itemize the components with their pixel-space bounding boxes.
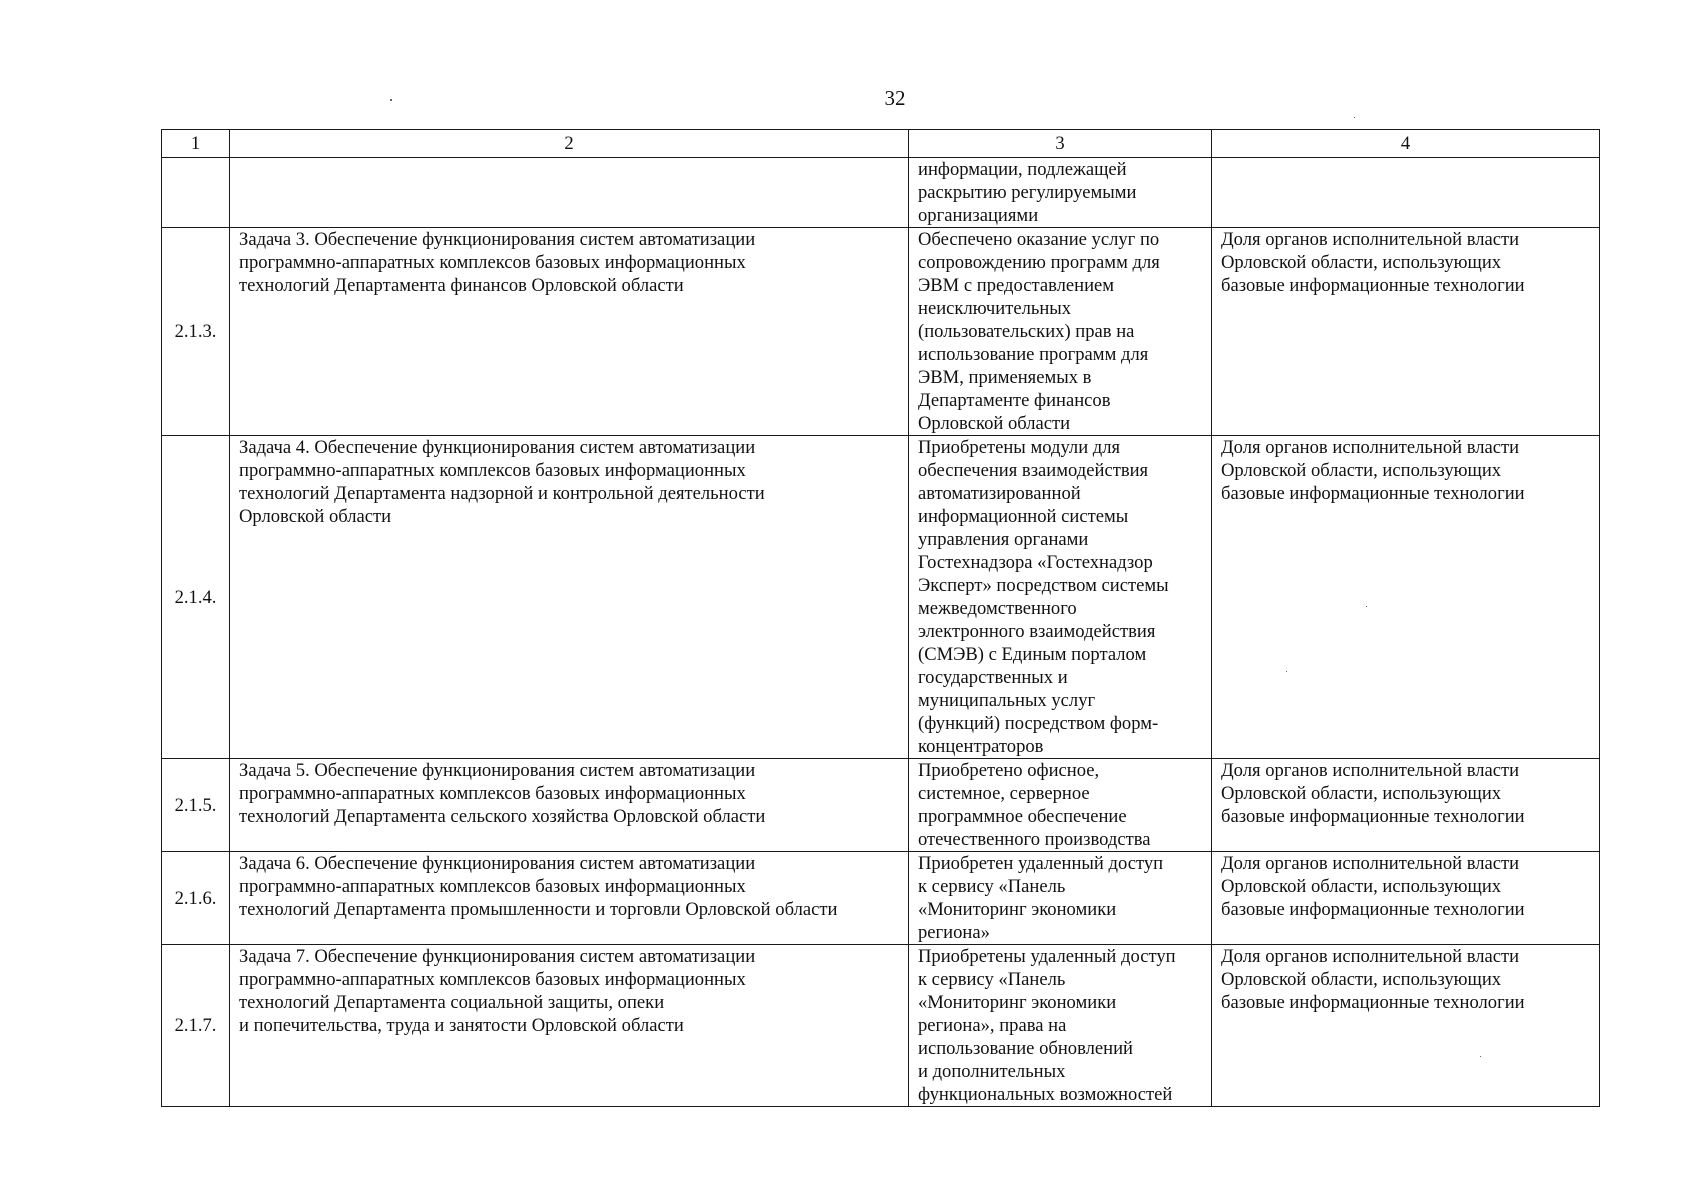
table-row xyxy=(162,759,1600,852)
task-line: программно-аппаратных комплексов базовых информационных xyxy=(239,252,746,273)
result-cell xyxy=(909,852,1212,945)
indicator-cell xyxy=(1212,228,1600,436)
indicator-line: Орловской области, использующих xyxy=(1221,783,1502,804)
column-header-2: 2 xyxy=(230,130,909,158)
result-cell xyxy=(909,759,1212,852)
result-line: автоматизированной xyxy=(918,483,1081,504)
result-line: межведомственного xyxy=(918,598,1077,619)
result-line: Приобретены модули для xyxy=(918,437,1121,458)
result-line: Эксперт» посредством системы xyxy=(918,575,1169,596)
row-number-cell xyxy=(162,158,230,228)
indicator-line: Доля органов исполнительной власти xyxy=(1221,946,1520,967)
result-line: ЭВМ, применяемых в xyxy=(918,367,1092,388)
indicator-line: Доля органов исполнительной власти xyxy=(1221,853,1520,874)
result-line: использование обновлений xyxy=(918,1038,1134,1059)
task-line: технологий Департамента финансов Орловской области xyxy=(239,275,684,296)
task-cell xyxy=(230,852,909,945)
indicator-line: Орловской области, использующих xyxy=(1221,876,1502,897)
scan-speck xyxy=(390,99,392,101)
result-line: управления органами xyxy=(918,529,1089,550)
task-line: технологий Департамента сельского хозяйства Орловской области xyxy=(239,806,766,827)
indicator-line: базовые информационные технологии xyxy=(1221,483,1525,504)
table-row xyxy=(162,945,1600,1107)
result-line: «Мониторинг экономики xyxy=(918,899,1117,920)
result-line: (функций) посредством форм- xyxy=(918,713,1159,734)
task-line: Задача 3. Обеспечение функционирования систем автоматизации xyxy=(239,229,756,250)
scan-speck xyxy=(1354,117,1355,118)
indicator-line: Доля органов исполнительной власти xyxy=(1221,437,1520,458)
indicator-line: Орловской области, использующих xyxy=(1221,460,1502,481)
result-line: функциональных возможностей xyxy=(918,1084,1173,1105)
indicator-line: Доля органов исполнительной власти xyxy=(1221,760,1520,781)
indicator-line: базовые информационные технологии xyxy=(1221,806,1525,827)
program-table xyxy=(161,129,1600,1107)
scan-speck xyxy=(1366,606,1367,607)
task-cell xyxy=(230,228,909,436)
result-cell xyxy=(909,158,1212,228)
result-line: Орловской области xyxy=(918,413,1071,434)
row-number-cell: 2.1.7. xyxy=(162,945,230,1107)
task-line: технологий Департамента промышленности и торговли Орловской области xyxy=(239,899,838,920)
result-line: использование программ для xyxy=(918,344,1149,365)
row-number-cell: 2.1.5. xyxy=(162,759,230,852)
indicator-cell xyxy=(1212,436,1600,759)
task-cell xyxy=(230,158,909,228)
result-line: к сервису «Панель xyxy=(918,969,1066,990)
result-line: к сервису «Панель xyxy=(918,876,1066,897)
result-line: и дополнительных xyxy=(918,1061,1066,1082)
indicator-line: Орловской области, использующих xyxy=(1221,252,1502,273)
result-line: раскрытию регулируемыми xyxy=(918,182,1137,203)
result-cell xyxy=(909,945,1212,1107)
result-line: информационной системы xyxy=(918,506,1129,527)
indicator-line: базовые информационные технологии xyxy=(1221,275,1525,296)
column-header-3: 3 xyxy=(909,130,1212,158)
result-line: Обеспечено оказание услуг по xyxy=(918,229,1160,250)
result-line: программное обеспечение xyxy=(918,806,1127,827)
task-cell xyxy=(230,945,909,1107)
indicator-cell xyxy=(1212,158,1600,228)
task-line: программно-аппаратных комплексов базовых информационных xyxy=(239,460,746,481)
result-line: сопровождению программ для xyxy=(918,252,1160,273)
result-line: Приобретены удаленный доступ xyxy=(918,946,1176,967)
result-line: неисключительных xyxy=(918,298,1072,319)
result-line: ЭВМ с предоставлением xyxy=(918,275,1115,296)
table-row xyxy=(162,158,1600,228)
task-cell xyxy=(230,759,909,852)
task-line: и попечительства, труда и занятости Орловской области xyxy=(239,1015,684,1036)
result-cell xyxy=(909,436,1212,759)
row-number-cell: 2.1.3. xyxy=(162,228,230,436)
row-number-cell: 2.1.4. xyxy=(162,436,230,759)
indicator-line: Доля органов исполнительной власти xyxy=(1221,229,1520,250)
task-line: Задача 5. Обеспечение функционирования систем автоматизации xyxy=(239,760,756,781)
table-row xyxy=(162,228,1600,436)
task-line: Орловской области xyxy=(239,506,392,527)
table-row xyxy=(162,436,1600,759)
result-line: отечественного производства xyxy=(918,829,1151,850)
task-line: программно-аппаратных комплексов базовых информационных xyxy=(239,783,746,804)
result-line: Гостехнадзора «Гостехнадзор xyxy=(918,552,1153,573)
result-line: «Мониторинг экономики xyxy=(918,992,1117,1013)
task-line: технологий Департамента надзорной и контрольной деятельности xyxy=(239,483,765,504)
indicator-cell xyxy=(1212,945,1600,1107)
result-line: системное, серверное xyxy=(918,783,1090,804)
table-body xyxy=(162,130,1600,1107)
column-header-4: 4 xyxy=(1212,130,1600,158)
row-number-cell: 2.1.6. xyxy=(162,852,230,945)
indicator-line: Орловской области, использующих xyxy=(1221,969,1502,990)
task-line: Задача 7. Обеспечение функционирования систем автоматизации xyxy=(239,946,756,967)
column-header-1: 1 xyxy=(162,130,230,158)
indicator-cell xyxy=(1212,852,1600,945)
task-cell xyxy=(230,436,909,759)
scan-speck xyxy=(1286,671,1287,672)
result-line: государственных и xyxy=(918,667,1068,688)
result-line: (СМЭВ) с Единым порталом xyxy=(918,644,1147,665)
task-line: Задача 6. Обеспечение функционирования систем автоматизации xyxy=(239,853,756,874)
result-line: информации, подлежащей xyxy=(918,159,1127,180)
task-line: программно-аппаратных комплексов базовых информационных xyxy=(239,876,746,897)
result-cell xyxy=(909,228,1212,436)
result-line: региона», права на xyxy=(918,1015,1067,1036)
scan-speck xyxy=(1480,1056,1481,1057)
indicator-cell xyxy=(1212,759,1600,852)
result-line: электронного взаимодействия xyxy=(918,621,1156,642)
page-number: 32 xyxy=(884,86,906,110)
task-line: технологий Департамента социальной защиты, опеки xyxy=(239,992,665,1013)
table-row xyxy=(162,852,1600,945)
table-header-row xyxy=(162,130,1600,158)
result-line: Приобретен удаленный доступ xyxy=(918,853,1164,874)
task-line: программно-аппаратных комплексов базовых информационных xyxy=(239,969,746,990)
result-line: концентраторов xyxy=(918,736,1044,757)
result-line: (пользовательских) прав на xyxy=(918,321,1135,342)
result-line: Департаменте финансов xyxy=(918,390,1111,411)
result-line: региона» xyxy=(918,922,990,943)
result-line: обеспечения взаимодействия xyxy=(918,460,1149,481)
indicator-line: базовые информационные технологии xyxy=(1221,992,1525,1013)
indicator-line: базовые информационные технологии xyxy=(1221,899,1525,920)
result-line: муниципальных услуг xyxy=(918,690,1096,711)
task-line: Задача 4. Обеспечение функционирования систем автоматизации xyxy=(239,437,756,458)
result-line: Приобретено офисное, xyxy=(918,760,1100,781)
result-line: организациями xyxy=(918,205,1039,226)
